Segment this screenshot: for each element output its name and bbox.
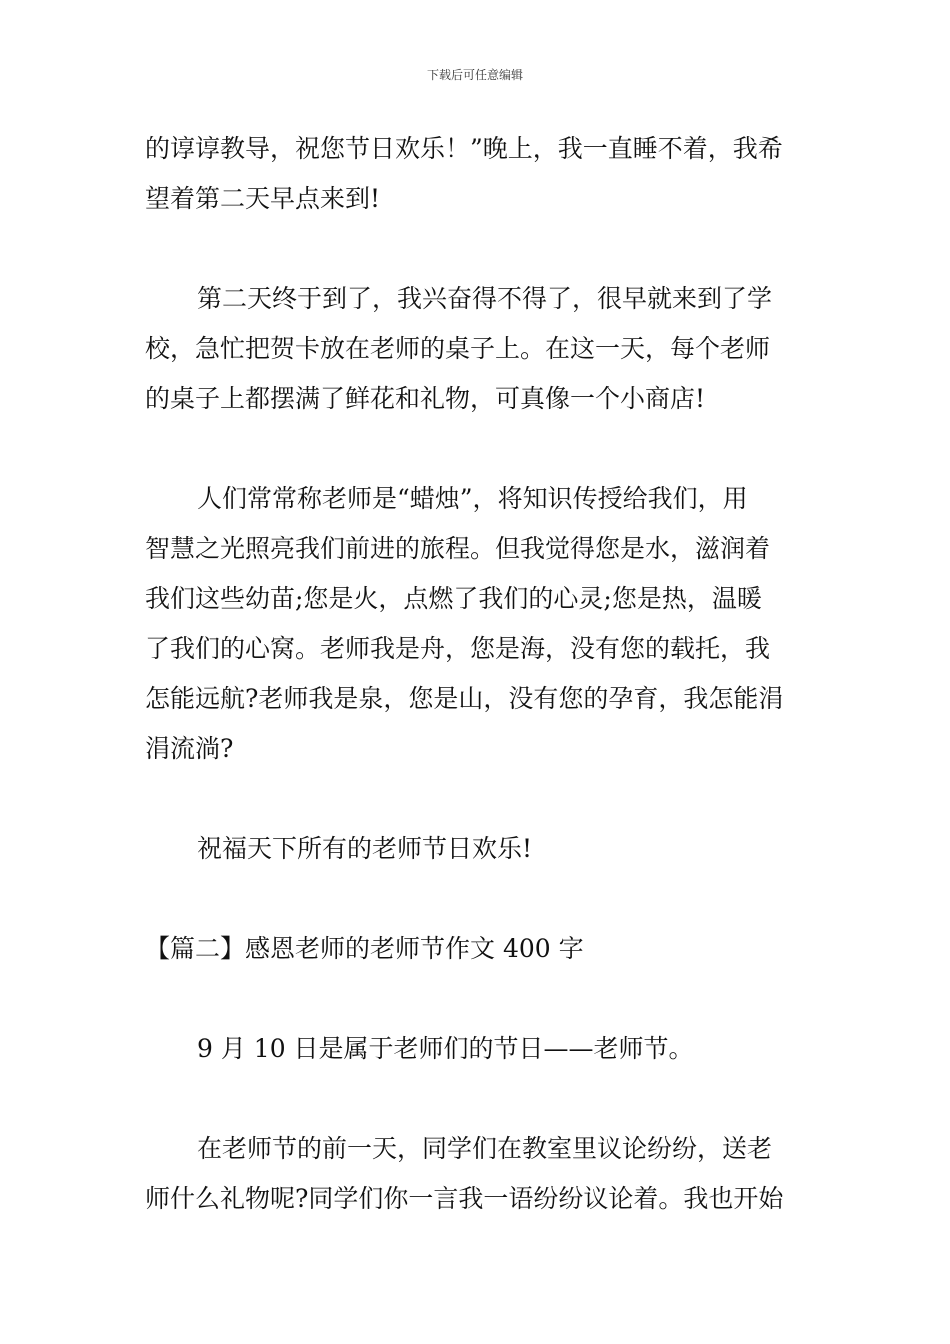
section-heading [145,924,805,974]
paragraph-candle [145,474,805,774]
text-line: 的桌子上都摆满了鲜花和礼物，可真像一个小商店! [145,384,706,413]
text-line: 校，急忙把贺卡放在老师的桌子上。在这一天，每个老师 [145,334,771,363]
text-line: 9 月 10 日是属于老师们的节日——老师节。 [197,1034,694,1063]
paragraph-gift [145,1124,805,1224]
paragraph-blessing [145,824,805,874]
paragraph-spacer [145,224,805,274]
text-line: 在老师节的前一天，同学们在教室里议论纷纷，送老 [197,1134,773,1163]
text-line: 师什么礼物呢?同学们你一言我一语纷纷议论着。我也开始 [145,1184,784,1213]
text-line: 涓流淌? [145,734,234,763]
text-line: 我们这些幼苗;您是火，点燃了我们的心灵;您是热，温暖 [145,584,762,613]
paragraph-spacer [145,1074,805,1124]
text-line: 望着第二天早点来到! [145,184,381,213]
paragraph-spacer [145,974,805,1024]
paragraph-continued [145,124,805,224]
page-header-note: 下载后可任意编辑 [426,68,523,82]
text-line: 的谆谆教导，祝您节日欢乐！”晚上，我一直睡不着，我希 [145,134,783,163]
heading-line: 【篇二】感恩老师的老师节作文 400 字 [145,934,584,963]
paragraph-date [145,1024,805,1074]
paragraph-second-day [145,274,805,424]
paragraph-spacer [145,424,805,474]
document-body [145,124,805,1224]
text-line: 怎能远航?老师我是泉，您是山，没有您的孕育，我怎能涓 [145,684,784,713]
text-line: 智慧之光照亮我们前进的旅程。但我觉得您是水，滋润着 [145,534,771,563]
text-line: 了我们的心窝。老师我是舟，您是海，没有您的载托，我 [145,634,771,663]
text-line: 第二天终于到了，我兴奋得不得了，很早就来到了学 [197,284,773,313]
text-line: 人们常常称老师是“蜡烛”，将知识传授给我们，用 [197,484,748,513]
paragraph-spacer [145,874,805,924]
paragraph-spacer [145,774,805,824]
text-line: 祝福天下所有的老师节日欢乐! [197,834,533,863]
